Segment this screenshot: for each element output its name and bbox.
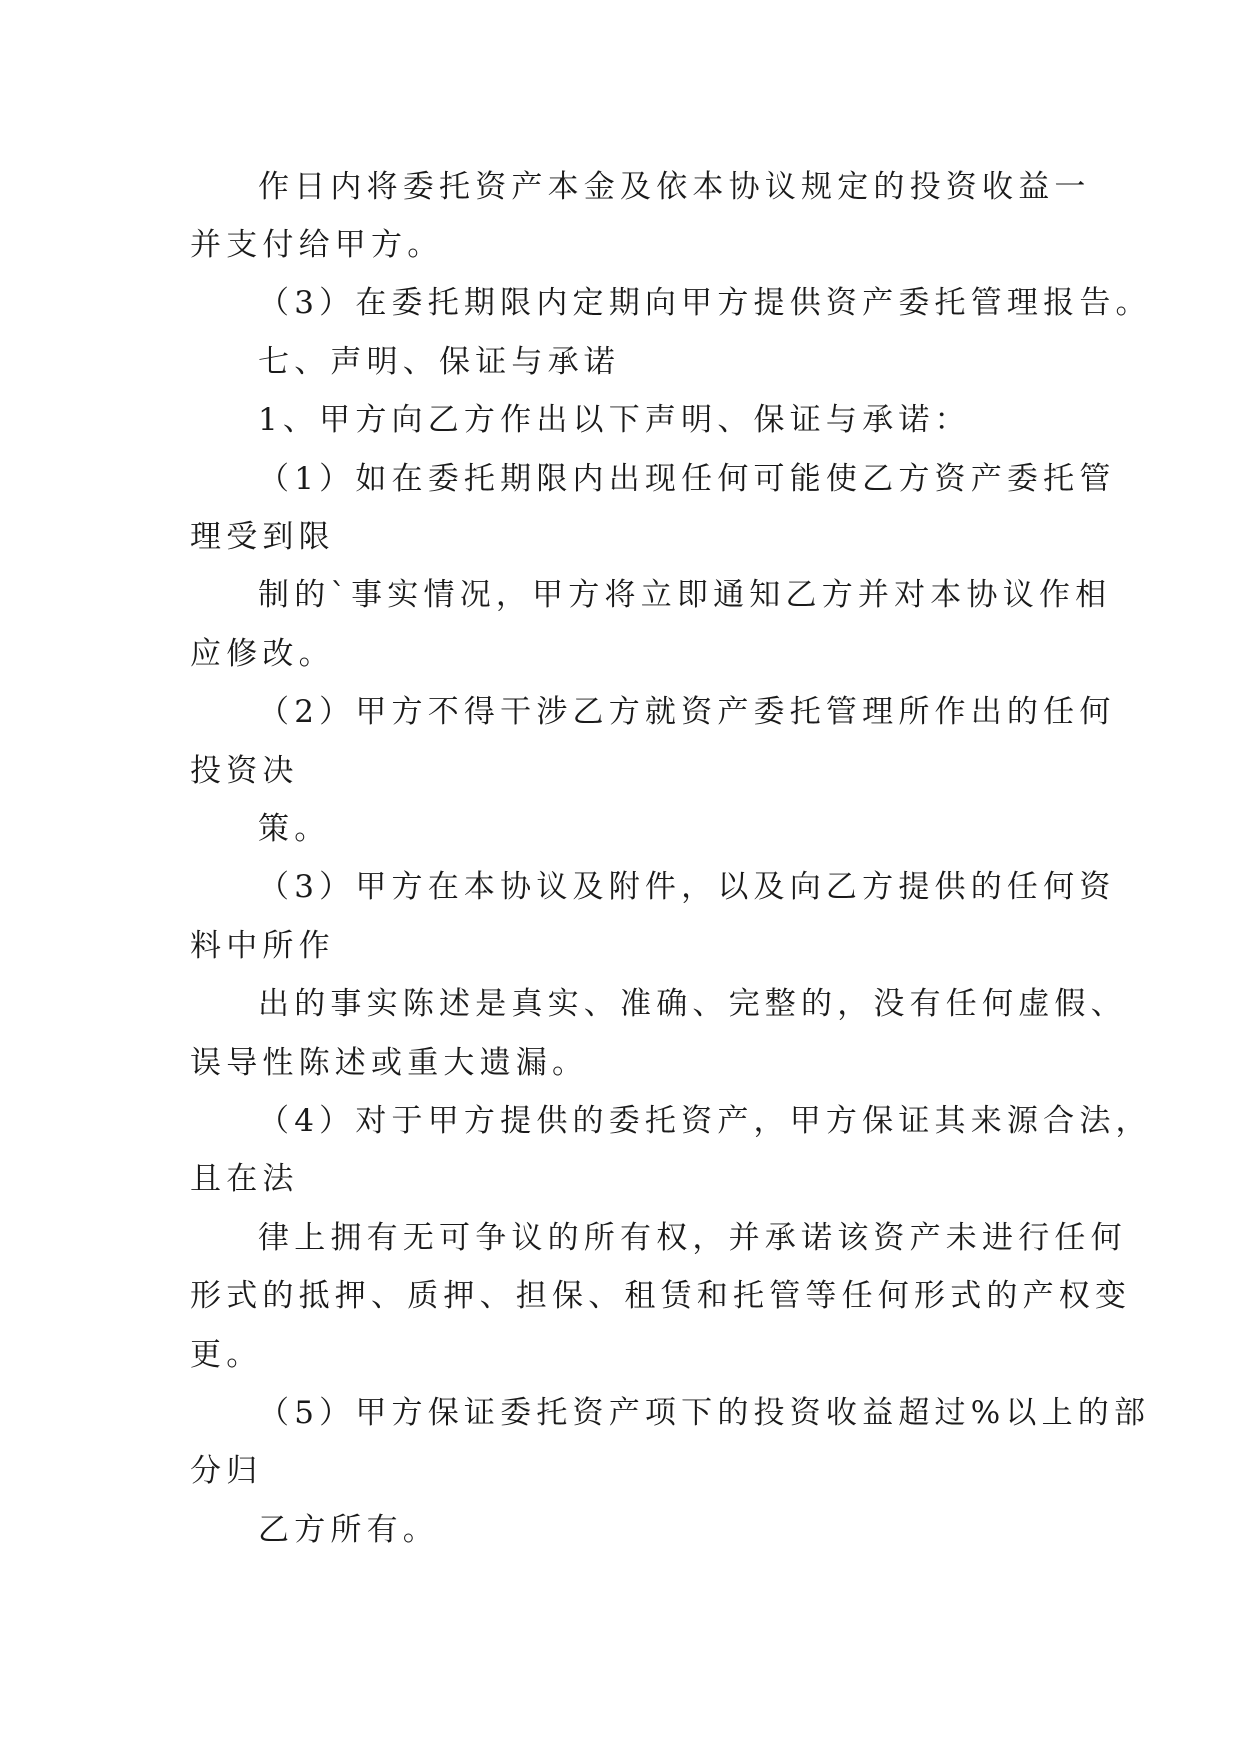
- text-line: 分归: [190, 1453, 263, 1489]
- text-line: 制的`事实情况，甲方将立即通知乙方并对本协议作相: [258, 577, 1112, 613]
- text-line: （3）甲方在本协议及附件，以及向乙方提供的任何资: [258, 869, 1116, 905]
- text-line: （3）在委托期限内定期向甲方提供资产委托管理报告。: [258, 285, 1152, 321]
- text-line: （1）如在委托期限内出现任何可能使乙方资产委托管: [258, 461, 1116, 497]
- text-line: 理受到限: [190, 519, 335, 555]
- text-line: 作日内将委托资产本金及依本协议规定的投资收益一: [258, 169, 1091, 205]
- text-line: 律上拥有无可争议的所有权，并承诺该资产未进行任何: [258, 1220, 1127, 1256]
- text-line: 且在法: [190, 1161, 299, 1197]
- text-line: 应修改。: [190, 636, 335, 672]
- text-line: 形式的抵押、质押、担保、租赁和托管等任何形式的产权变: [190, 1278, 1132, 1314]
- text-line: （2）甲方不得干涉乙方就资产委托管理所作出的任何: [258, 694, 1116, 730]
- text-line: 投资决: [190, 753, 299, 789]
- text-line: 策。: [258, 811, 331, 847]
- text-line: （4）对于甲方提供的委托资产，甲方保证其来源合法，: [258, 1103, 1152, 1139]
- text-line: 更。: [190, 1337, 263, 1373]
- text-line: 1、甲方向乙方作出以下声明、保证与承诺：: [258, 402, 971, 438]
- text-line: （5）甲方保证委托资产项下的投资收益超过%以上的部: [258, 1395, 1151, 1431]
- text-line: 出的事实陈述是真实、准确、完整的，没有任何虚假、: [258, 986, 1127, 1022]
- section-heading: 七、声明、保证与承诺: [258, 344, 620, 380]
- text-line: 乙方所有。: [258, 1512, 439, 1548]
- text-line: 并支付给甲方。: [190, 227, 444, 263]
- text-line: 料中所作: [190, 928, 335, 964]
- text-line: 误导性陈述或重大遗漏。: [190, 1045, 589, 1081]
